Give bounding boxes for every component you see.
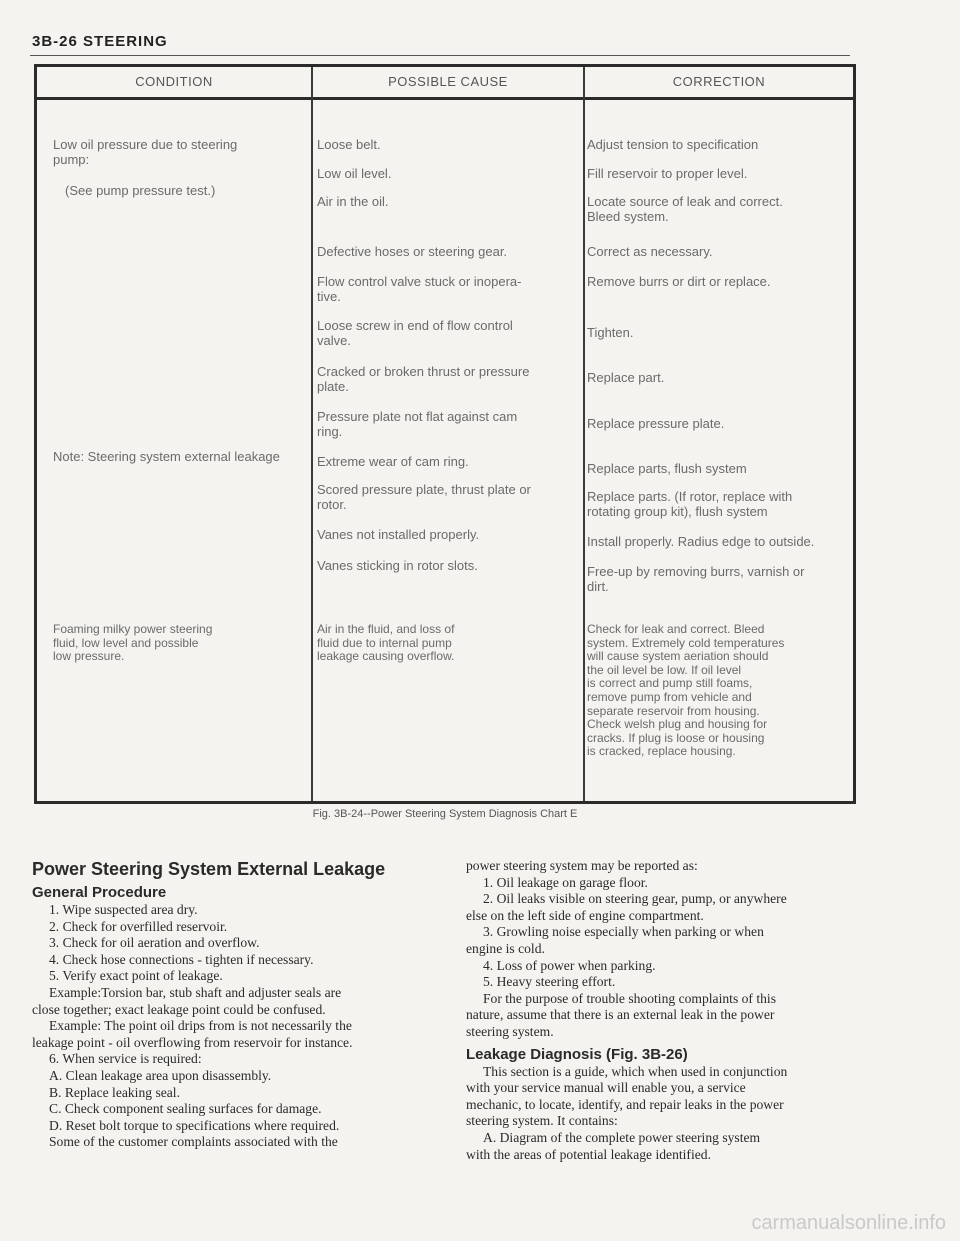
- correction-item: Install properly. Radius edge to outside.: [587, 534, 815, 549]
- header-correction: CORRECTION: [672, 74, 766, 89]
- text-line: 6. When service is required:: [49, 1051, 202, 1067]
- text-line: close together; exact leakage point could be confused.: [32, 1001, 326, 1017]
- leakage-diagnosis-heading: Leakage Diagnosis (Fig. 3B-26): [466, 1045, 688, 1063]
- text-line: 5. Verify exact point of leakage.: [49, 968, 223, 984]
- right-text-column: [466, 858, 852, 1163]
- correction-item: Replace parts, flush system: [587, 461, 747, 476]
- text-line: leakage point - oil overflowing from reservoir for instance.: [32, 1034, 353, 1050]
- correction-item: Remove burrs or dirt or replace.: [587, 274, 771, 289]
- header-condition: CONDITION: [135, 74, 213, 89]
- text-line: C. Check component sealing surfaces for damage.: [49, 1101, 322, 1117]
- text-line: steering system. It contains:: [466, 1113, 618, 1129]
- correction-item: Check for leak and correct. Bleed system. Extremely cold temperatures will cause system aeriation should the oil level be low. If oil level is correct and pump still foams, remove pump from vehicle and separate reservoir from housing. Check welsh plug and housing for cracks. If plug is loose or housing is cracked, replace housing.: [587, 622, 785, 759]
- correction-item: Replace parts. (If rotor, replace with rotating group kit), flush system: [587, 489, 793, 519]
- text-line: nature, assume that there is an external leak in the power: [466, 1007, 775, 1023]
- right-paragraphs-continued: [466, 1064, 852, 1164]
- cause-item: Air in the oil.: [317, 194, 389, 209]
- correction-item: Free-up by removing burrs, varnish or dirt.: [587, 564, 805, 594]
- condition-foaming-fluid: Foaming milky power steering fluid, low level and possible low pressure.: [53, 622, 213, 664]
- text-line: 3. Check for oil aeration and overflow.: [49, 935, 260, 951]
- condition-low-oil-pressure: Low oil pressure due to steering pump:: [53, 137, 238, 167]
- correction-item: Correct as necessary.: [587, 244, 713, 259]
- text-line: engine is cold.: [466, 940, 545, 956]
- text-line: steering system.: [466, 1023, 554, 1039]
- text-line: A. Clean leakage area upon disassembly.: [49, 1067, 272, 1083]
- subsection-heading: General Procedure: [32, 884, 167, 901]
- text-line: 1. Oil leakage on garage floor.: [483, 874, 648, 890]
- text-line: with your service manual will enable you, a service: [466, 1080, 746, 1096]
- correction-item: Replace pressure plate.: [587, 416, 725, 431]
- left-text-column: [32, 858, 436, 1151]
- text-line: Example:Torsion bar, stub shaft and adjuster seals are: [49, 984, 342, 1000]
- text-line: 2. Check for overfilled reservoir.: [49, 918, 228, 934]
- diagnosis-chart: [34, 64, 856, 804]
- text-line: 3. Growling noise especially when parking or when: [483, 924, 764, 940]
- cause-item: Air in the fluid, and loss of fluid due to internal pump leakage causing overflow.: [317, 622, 455, 664]
- text-line: A. Diagram of the complete power steering system: [483, 1129, 761, 1145]
- column-divider-1: [311, 67, 313, 801]
- correction-item: Locate source of leak and correct. Bleed system.: [587, 194, 783, 224]
- right-paragraphs: [466, 858, 852, 1041]
- text-line: else on the left side of engine compartment.: [466, 907, 704, 923]
- cause-item: Extreme wear of cam ring.: [317, 454, 469, 469]
- text-line: 4. Loss of power when parking.: [483, 957, 656, 973]
- text-line: 1. Wipe suspected area dry.: [49, 902, 198, 917]
- text-line: 2. Oil leaks visible on steering gear, pump, or anywhere: [483, 891, 787, 907]
- text-line: D. Reset bolt torque to specifications where required.: [49, 1117, 340, 1133]
- page-header: 3B-26 STEERING: [32, 33, 168, 50]
- correction-item: Adjust tension to specification: [587, 137, 759, 152]
- cause-item: Vanes sticking in rotor slots.: [317, 558, 478, 573]
- text-line: Some of the customer complaints associated with the: [49, 1134, 338, 1150]
- correction-item: Tighten.: [587, 325, 634, 340]
- figure-caption: Fig. 3B-24--Power Steering System Diagnosis Chart E: [312, 808, 578, 820]
- section-heading: Power Steering System External Leakage: [32, 859, 386, 879]
- cause-item: Cracked or broken thrust or pressure plate.: [317, 364, 530, 394]
- text-line: B. Replace leaking seal.: [49, 1084, 180, 1100]
- text-line: This section is a guide, which when used in conjunction: [483, 1063, 788, 1079]
- cause-item: Scored pressure plate, thrust plate or rotor.: [317, 482, 531, 512]
- text-line: power steering system may be reported as:: [466, 858, 698, 873]
- text-line: with the areas of potential leakage identified.: [466, 1146, 711, 1162]
- cause-item: Flow control valve stuck or inopera- tive.: [317, 274, 522, 304]
- text-line: 4. Check hose connections - tighten if necessary.: [49, 951, 314, 967]
- cause-item: Loose screw in end of flow control valve.: [317, 318, 513, 348]
- header-rule: [30, 55, 850, 56]
- left-paragraphs: [32, 902, 436, 1151]
- condition-note-external-leakage: Note: Steering system external leakage: [53, 449, 280, 464]
- text-line: For the purpose of trouble shooting complaints of this: [483, 990, 776, 1006]
- header-rule-bottom: [37, 97, 853, 100]
- text-line: Example: The point oil drips from is not necessarily the: [49, 1018, 352, 1034]
- cause-item: Pressure plate not flat against cam ring.: [317, 409, 518, 439]
- condition-see-pump-test: (See pump pressure test.): [65, 183, 216, 198]
- cause-item: Loose belt.: [317, 137, 381, 152]
- cause-item: Low oil level.: [317, 166, 392, 181]
- header-possible-cause: POSSIBLE CAUSE: [388, 74, 508, 89]
- watermark-text: carmanualsonline.info: [751, 1212, 946, 1234]
- cause-item: Vanes not installed properly.: [317, 527, 480, 542]
- text-line: 5. Heavy steering effort.: [483, 974, 616, 990]
- text-line: mechanic, to locate, identify, and repair leaks in the power: [466, 1096, 784, 1112]
- correction-item: Replace part.: [587, 370, 665, 385]
- cause-item: Defective hoses or steering gear.: [317, 244, 508, 259]
- correction-item: Fill reservoir to proper level.: [587, 166, 748, 181]
- column-divider-2: [583, 67, 585, 801]
